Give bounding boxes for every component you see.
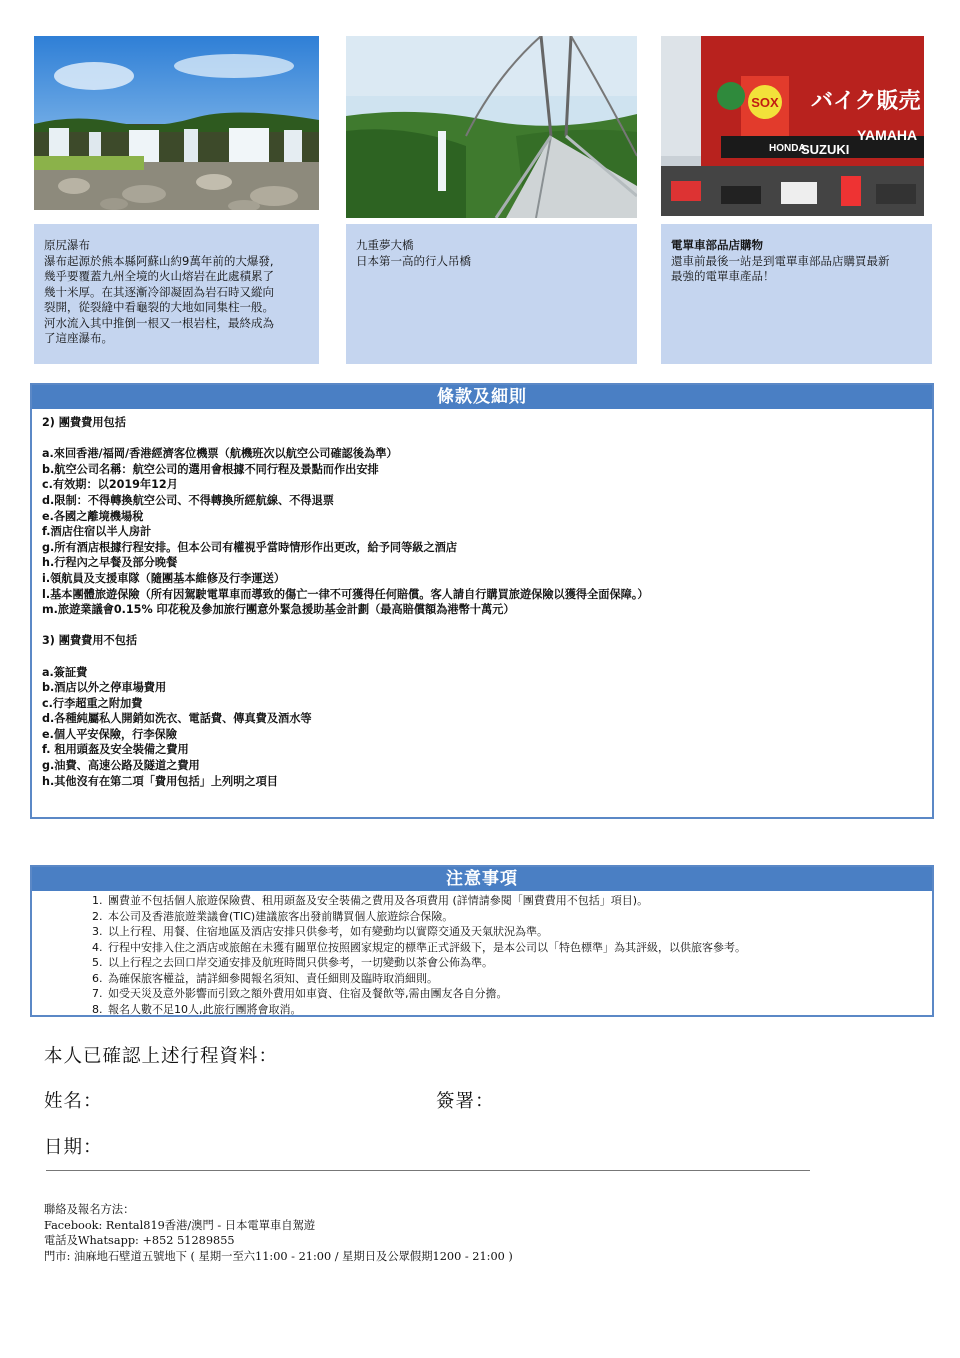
caption-waterfall bbox=[34, 224, 319, 364]
honda-sign: HONDA bbox=[769, 143, 806, 154]
date-label: 日期： bbox=[44, 1137, 103, 1158]
name-label: 姓名： bbox=[44, 1091, 103, 1112]
motorbike-shop-icon bbox=[661, 36, 924, 216]
caption-line: 裂開，從裂縫中看龜裂的大地如同集柱一般。 bbox=[44, 300, 274, 314]
caption-line: 幾乎要覆蓋九州全境的火山熔岩在此處積累了 bbox=[44, 269, 274, 283]
included-item: a.來回香港/福岡/香港經濟客位機票（航機班次以航空公司確認後為準） bbox=[42, 447, 398, 461]
included-item: l.基本團體旅遊保險（所有因駕駛電單車而導致的傷亡一律不可獲得任何賠償。客人請自行購買旅遊保險以獲得全面保障。） bbox=[42, 587, 649, 601]
notes-header: 注意事項 bbox=[32, 867, 932, 891]
caption-title: 原尻瀑布 bbox=[44, 238, 90, 252]
caption-line: 日本第一高的行人吊橋 bbox=[356, 253, 471, 268]
included-item: h.行程內之早餐及部分晚餐 bbox=[42, 556, 178, 570]
caption-line: 還車前最後一站是到電單車部品店購買最新 bbox=[671, 253, 890, 268]
excluded-item: a.簽証費 bbox=[42, 665, 88, 679]
shop-sign-text: バイク販売 bbox=[811, 89, 921, 114]
caption-bridge bbox=[346, 224, 637, 364]
included-item: d.限制：不得轉換航空公司、不得轉換所經航線、不得退票 bbox=[42, 493, 334, 507]
shop-photo bbox=[661, 36, 924, 216]
caption-line: 河水流入其中推倒一根又一根岩柱，最終成為 bbox=[44, 315, 274, 330]
caption-line: 幾十米厚。在其逐漸冷卻凝固為岩石時又縱向 bbox=[44, 284, 274, 299]
suzuki-sign: SUZUKI bbox=[801, 142, 850, 157]
excluded-item: b.酒店以外之停車場費用 bbox=[42, 681, 167, 695]
waterfall-photo bbox=[34, 36, 319, 210]
sox-logo: SOX bbox=[751, 95, 779, 110]
included-item: c.有效期：以2019年12月 bbox=[42, 478, 178, 492]
excluded-item: f. 租用頭盔及安全裝備之費用 bbox=[42, 743, 189, 757]
excluded-item: h.其他沒有在第二項「費用包括」上列明之項目 bbox=[42, 774, 278, 788]
note-item: 1. 團費並不包括個人旅遊保險費、租用頭盔及安全裝備之費用及各項費用 (詳情請參閱「團費費用不包括」項目)。 bbox=[106, 893, 932, 909]
included-item: f.酒店住宿以半人房計 bbox=[42, 525, 152, 539]
caption-shop bbox=[661, 224, 932, 364]
terms-header: 條款及細則 bbox=[32, 385, 932, 409]
notes-section bbox=[30, 865, 934, 1017]
included-title: 2) 團費費用包括 bbox=[42, 416, 126, 429]
included-item: g.所有酒店根據行程安排。但本公司有權視乎當時情形作出更改，給予同等級之酒店 bbox=[42, 540, 458, 554]
excluded-item: e.個人平安保險，行李保險 bbox=[42, 727, 177, 741]
excluded-item: g.油費、高速公路及隧道之費用 bbox=[42, 759, 200, 773]
contact-store: 門市: 油麻地石壁道五號地下 ( 星期一至六11:00 - 21:00 / 星期日及公眾假期1200 - 21:00 ) bbox=[44, 1250, 513, 1264]
note-item: 7. 如受天災及意外影響而引致之額外費用如車資、住宿及餐飲等,需由團友各自分擔。 bbox=[106, 986, 932, 1002]
terms-section bbox=[30, 383, 934, 819]
terms-body bbox=[32, 409, 932, 789]
notes-body bbox=[32, 891, 932, 1017]
caption-title: 九重夢大橋 bbox=[356, 238, 414, 252]
yamaha-sign: YAMAHA bbox=[857, 127, 918, 143]
included-item: i.領航員及支援車隊（隨團基本維修及行李運送） bbox=[42, 571, 286, 585]
excluded-item: d.各種純屬私人開銷如洗衣、電話費、傳真費及酒水等 bbox=[42, 712, 312, 726]
note-item: 3. 以上行程、用餐、住宿地區及酒店安排只供參考，如有變動均以實際交通及天氣狀況為準。 bbox=[106, 924, 932, 940]
contact-phone: 電話及Whatsapp: +852 51289855 bbox=[44, 1234, 235, 1248]
included-item: b.航空公司名稱：航空公司的選用會根據不同行程及景點而作出安排 bbox=[42, 462, 379, 476]
notes-list bbox=[32, 893, 932, 1017]
contact-info bbox=[44, 1202, 513, 1265]
signature-label: 簽署： bbox=[436, 1091, 495, 1112]
bridge-photo bbox=[346, 36, 637, 218]
waterfall-icon bbox=[34, 36, 319, 210]
confirmation-statement: 本人已確認上述行程資料： bbox=[44, 1046, 279, 1067]
caption-line: 瀑布起源於熊本縣阿蘇山約9萬年前的大爆發, bbox=[44, 253, 274, 268]
suspension-bridge-icon bbox=[346, 36, 637, 218]
signature-line bbox=[46, 1170, 810, 1171]
excluded-item: c.行李超重之附加費 bbox=[42, 696, 143, 710]
caption-line: 最強的電單車產品！ bbox=[671, 269, 775, 283]
caption-line: 了這座瀑布。 bbox=[44, 331, 113, 345]
note-item: 4. 行程中安排入住之酒店或旅館在未獲有關單位按照國家規定的標準正式評級下，是本公司以「特色標準」為其評級，以供旅客參考。 bbox=[106, 940, 932, 956]
contact-facebook: Facebook: Rental819香港/澳門 - 日本電單車自駕遊 bbox=[44, 1218, 316, 1232]
note-item: 8. 報名人數不足10人,此旅行團將會取消。 bbox=[106, 1002, 932, 1018]
note-item: 6. 為確保旅客權益，請詳細參閱報名須知、責任細則及臨時取消細則。 bbox=[106, 971, 932, 987]
note-item: 5. 以上行程之去回口岸交通安排及航班時間只供參考，一切變動以茶會公佈為準。 bbox=[106, 955, 932, 971]
caption-title: 電單車部品店購物 bbox=[671, 238, 763, 252]
excluded-title: 3) 團費費用不包括 bbox=[42, 634, 138, 648]
included-item: m.旅遊業議會0.15% 印花稅及參加旅行團意外緊急援助基金計劃（最高賠償額為港幣十萬元） bbox=[42, 603, 515, 617]
note-item: 2. 本公司及香港旅遊業議會(TIC)建議旅客出發前購買個人旅遊綜合保險。 bbox=[106, 909, 932, 925]
included-item: e.各國之離境機場稅 bbox=[42, 509, 144, 523]
contact-title: 聯絡及報名方法： bbox=[44, 1203, 135, 1216]
